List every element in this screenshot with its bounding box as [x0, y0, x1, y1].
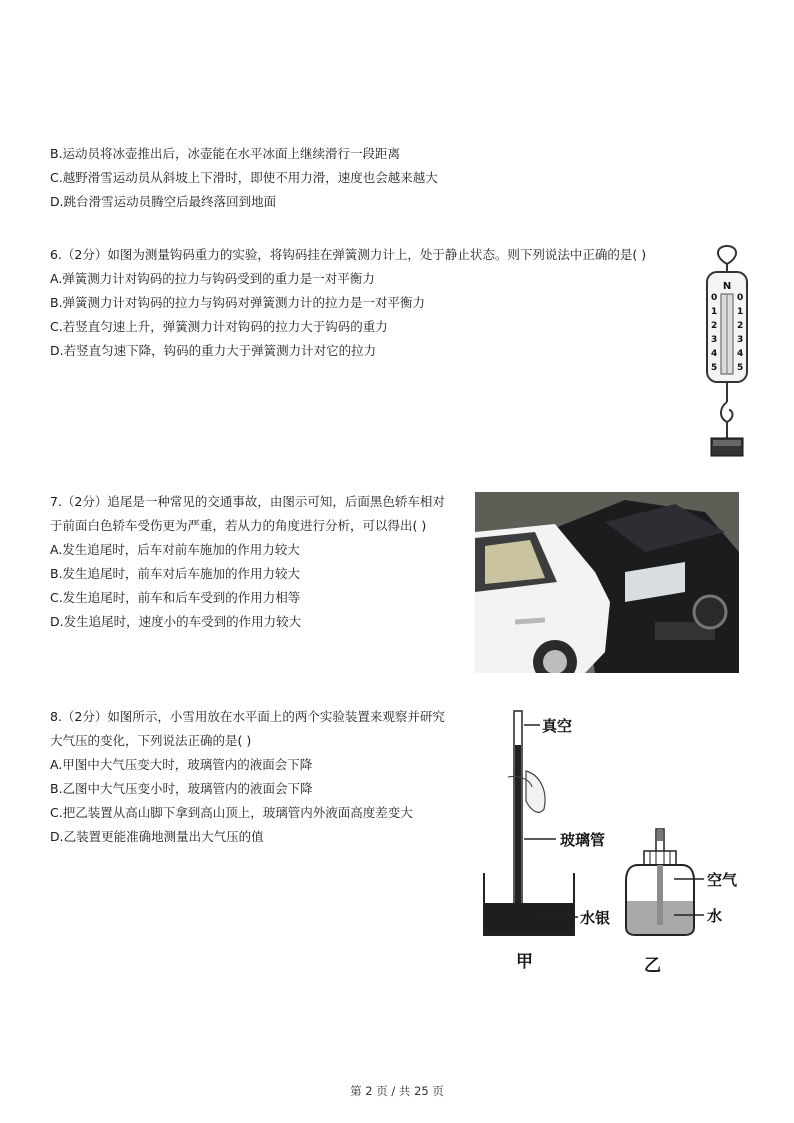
- q7-option-b: B.发生追尾时，前车对后车施加的作用力较大: [50, 566, 301, 581]
- scale-tick-left-2: 2: [711, 321, 718, 331]
- q7-stem-line1: 7.（2分）追尾是一种常见的交通事故，由图示可知，后面黑色轿车相对: [50, 494, 445, 509]
- scale-tick-left-0: 0: [711, 293, 718, 303]
- label-air: 空气: [707, 871, 738, 889]
- label-vacuum: 真空: [542, 717, 573, 735]
- car-crash-photo: [475, 492, 739, 673]
- label-jia: 甲: [516, 952, 533, 972]
- label-mercury: 水银: [580, 909, 611, 927]
- scale-tick-right-2: 2: [737, 321, 744, 331]
- q8-stem-line1: 8.（2分）如图所示，小雪用放在水平面上的两个实验装置来观察并研究: [50, 709, 445, 724]
- prev-option-b: B.运动员将冰壶推出后，冰壶能在水平冰面上继续滑行一段距离: [50, 146, 401, 161]
- q8-stem-line2: 大气压的变化，下列说法正确的是( ): [50, 733, 252, 748]
- q6-option-d: D.若竖直匀速下降，钩码的重力大于弹簧测力计对它的拉力: [50, 343, 377, 358]
- q6-option-b: B.弹簧测力计对钩码的拉力与钩码对弹簧测力计的拉力是一对平衡力: [50, 295, 426, 310]
- scale-tick-right-4: 4: [737, 349, 744, 359]
- label-water: 水: [707, 907, 723, 925]
- scale-tick-right-5: 5: [737, 363, 744, 373]
- q6-stem: 6.（2分）如图为测量钩码重力的实验，将钩码挂在弹簧测力计上，处于静止状态。则下列说法中正确的是( ): [50, 247, 647, 262]
- q7-stem-line2: 于前面白色轿车受伤更为严重，若从力的角度进行分析，可以得出( ): [50, 518, 427, 533]
- scale-tick-left-1: 1: [711, 307, 718, 317]
- q7-option-d: D.发生追尾时，速度小的车受到的作用力较大: [50, 614, 302, 629]
- label-yi: 乙: [644, 956, 661, 976]
- q7-option-c: C.发生追尾时，前车和后车受到的作用力相等: [50, 590, 301, 605]
- q8-option-d: D.乙装置更能准确地测量出大气压的值: [50, 829, 264, 844]
- scale-tick-left-5: 5: [711, 363, 718, 373]
- scale-tick-right-1: 1: [737, 307, 744, 317]
- q6-option-a: A.弹簧测力计对钩码的拉力与钩码受到的重力是一对平衡力: [50, 271, 375, 286]
- q8-option-b: B.乙图中大气压变小时，玻璃管内的液面会下降: [50, 781, 313, 796]
- q6-option-c: C.若竖直匀速上升，弹簧测力计对钩码的拉力大于钩码的重力: [50, 319, 388, 334]
- prev-option-c: C.越野滑雪运动员从斜坡上下滑时，即使不用力滑，速度也会越来越大: [50, 170, 438, 185]
- q8-option-c: C.把乙装置从高山脚下拿到高山顶上，玻璃管内外液面高度差变大: [50, 805, 413, 820]
- barometer-figure: [478, 705, 748, 980]
- scale-tick-left-3: 3: [711, 335, 718, 345]
- page-footer: 第 2 页 / 共 25 页: [350, 1084, 444, 1098]
- prev-option-d: D.跳台滑雪运动员腾空后最终落回到地面: [50, 194, 277, 209]
- q7-option-a: A.发生追尾时，后车对前车施加的作用力较大: [50, 542, 300, 557]
- q8-option-a: A.甲图中大气压变大时，玻璃管内的液面会下降: [50, 757, 313, 772]
- scale-tick-right-0: 0: [737, 293, 744, 303]
- label-glass-tube: 玻璃管: [560, 831, 606, 849]
- scale-unit-letter: N: [722, 281, 732, 292]
- spring-scale-figure: [697, 242, 757, 460]
- scale-tick-right-3: 3: [737, 335, 744, 345]
- scale-tick-left-4: 4: [711, 349, 718, 359]
